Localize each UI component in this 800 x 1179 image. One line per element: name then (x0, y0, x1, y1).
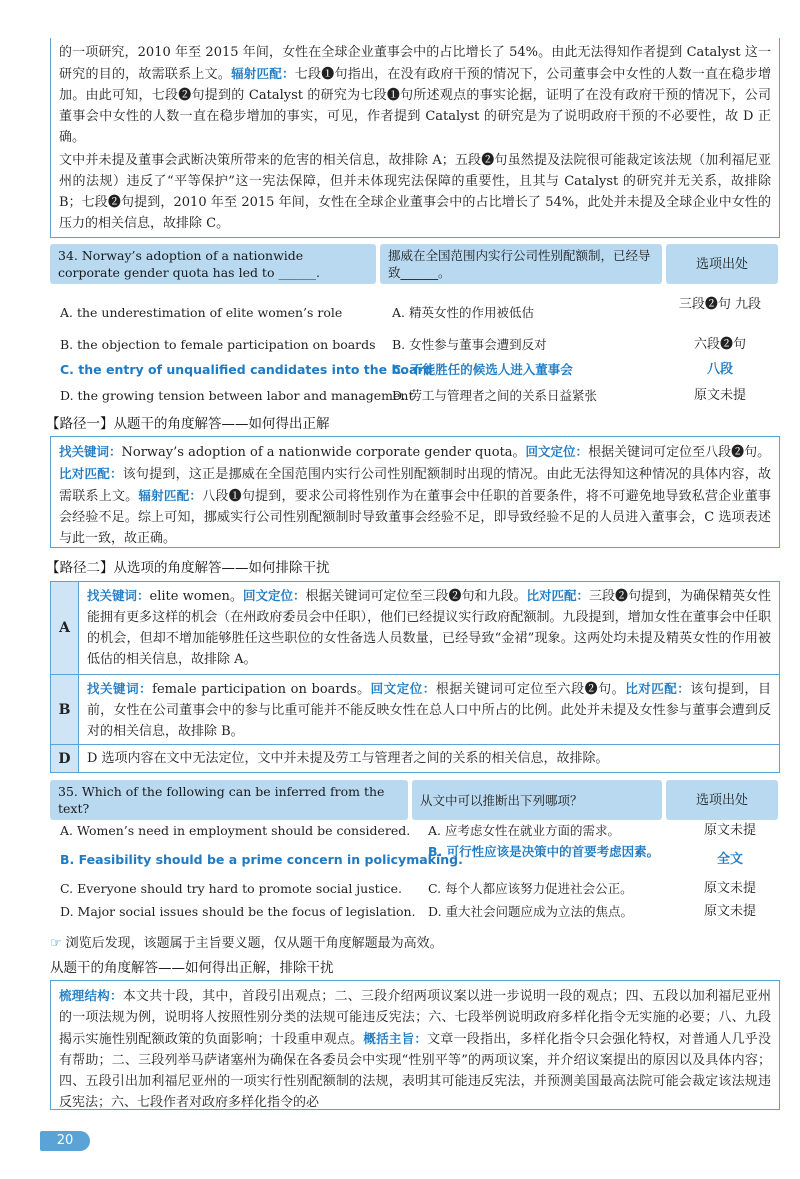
q35-stem-zh-text: 从文中可以推断出下列哪项？ (420, 792, 583, 808)
q35-option-c-en: C. Everyone should try hard to promote social justice. (60, 881, 403, 896)
row-b-label: B (51, 675, 79, 744)
q35-note-text: 浏览后发现，该题属于主旨要义题，仅从题干角度解题最为高效。 (65, 936, 443, 951)
q34-option-a-zh: A. 精英女性的作用被低估 (392, 305, 534, 320)
q35-option-b-en: B. Feasibility should be a prime concern in policymaking. (60, 852, 463, 867)
path-two-row-d (51, 744, 779, 772)
q35-option-a-zh: A. 应考虑女性在就业方面的需求。 (428, 823, 620, 838)
top-paragraph-1 (59, 42, 771, 148)
q34-option-c-zh: C. 不能胜任的候选人进入董事会 (392, 362, 573, 377)
path-one-d: 八段❶句提到，要求公司将性别作为在董事会中任职的首要条件，将不可避免地导致私营企业董事会经验不足。综上可知，挪威实行公司性别配额制时导致董事会经验不足，即导致经验不足的人员进入董事会，C 选项表述与此一致，故正确。 (59, 489, 771, 546)
q34-stem-en (50, 244, 376, 284)
path-one-box (50, 436, 780, 548)
row-a-content (79, 582, 779, 674)
row-b-t2: 根据关键词可定位至六段❷句。 (435, 682, 626, 697)
q34-option-b-src: 六段❷句 (693, 337, 746, 352)
q34-stem-en-text: 34. Norway’s adoption of a nationwide corporate gender quota has led to ______. (58, 248, 320, 280)
top-explanation-box (50, 38, 780, 238)
q34-option-a-src: 三段❷句 九段 (678, 297, 762, 312)
structure-t2: 文章一段指出，多样化指令只会强化特权，对普通人几乎没有帮助；二、三段列举马萨诸塞州为确保在各委员会中实现“性别平等”的两项议案，并介绍议案提出的原因以及具体内容；四、五段引出加利福尼亚州的一项实行性别配额制的法规，表明其可能违反宪法，并预测美国最高法院可能会裁定该法规违反宪法；六、七段作者对政府多样化指令的必 (59, 1032, 771, 1110)
label-radiation-match: 辐射匹配： (231, 66, 295, 81)
q35-source-header-text: 选项出处 (695, 792, 748, 808)
label-main-idea: 概括主旨： (363, 1031, 428, 1046)
q34-option-c-src: 八段 (706, 362, 733, 377)
q35-source-header (666, 780, 778, 820)
q35-stem-zh (412, 780, 662, 820)
structure-box (50, 980, 780, 1110)
path-two-heading: 【路径二】从选项的角度解答——如何排除干扰 (46, 560, 330, 576)
label-compare-match: 比对匹配： (59, 466, 123, 481)
row-a-t3: 三段❷句提到，为确保精英女性能拥有更多这样的机会（在州政府委员会中任职），他们已经提议实行政府配额制。九段提到，增加女性在董事会中任职的机会，但却不增加能够胜任这些职位的女性备选人员数量，已经导致“金裙”现象。这两处均未提及精英女性的作用被低估的相关信息，故排除 A。 (87, 589, 771, 667)
row-a-compare: 比对匹配： (526, 588, 589, 603)
q35-option-a-en: A. Women’s need in employment should be considered. (60, 823, 411, 838)
row-a-locate: 回文定位： (242, 588, 306, 603)
row-d-label: D (51, 745, 79, 772)
row-b-find-keyword: 找关键词： (87, 681, 153, 696)
row-a-label: A (51, 582, 79, 674)
top-p1-a: 的一项研究，2010 年至 2015 年间，女性在全球企业董事会中的占比增长了 54%。由此无法得知作者提到 Catalyst 这一研究的目的，故需联系上文。 (59, 45, 771, 82)
row-a-find-keyword: 找关键词： (87, 588, 150, 603)
path-one-b: 根据关键词可定位至八段❷句。 (588, 445, 771, 460)
path-two-row-b (51, 674, 779, 744)
structure-text (59, 985, 771, 1113)
structure-t1: 本文共十段，其中，首段引出观点；二、三段介绍两项议案以进一步说明一段的观点；四、五段以加利福尼亚州的一项法规为例，说明将人按照性别分类的法规可能违反宪法；六、七段举例说明政府多样化指令无实施的必要；八、九段揭示实施性别配额政策的负面影响；十段重申观点。 (59, 989, 771, 1047)
path-one-c: 该句提到，这正是挪威在全国范围内实行公司性别配额制时出现的情况。由此无法得知这种情况的具体内容，故需联系上文。 (59, 467, 771, 504)
row-a-t1: elite women。 (149, 589, 243, 604)
label-locate: 回文定位： (525, 444, 589, 459)
q34-option-a-en: A. the underestimation of elite women’s role (60, 305, 343, 320)
row-b-locate: 回文定位： (370, 681, 436, 696)
q35-option-d-en: D. Major social issues should be the focus of legislation. (60, 904, 416, 919)
row-b-t1: female participation on boards。 (152, 682, 371, 697)
q34-option-d-src: 原文未提 (693, 388, 746, 403)
path-one-text (59, 441, 771, 549)
q34-header (50, 244, 780, 284)
q35-option-c-src: 原文未提 (703, 881, 756, 896)
q34-stem-zh-text: 挪威在全国范围内实行公司性别配额制，已经导致______。 (388, 248, 651, 280)
label-radiation-match-2: 辐射匹配： (138, 488, 203, 503)
page-number: 20 (40, 1131, 90, 1151)
q35-option-d-src: 原文未提 (703, 904, 756, 919)
q34-option-d-en: D. the growing tension between labor and management (60, 388, 414, 403)
q35-option-c-zh: C. 每个人都应该努力促进社会公正。 (428, 881, 633, 896)
row-b-t3: 该句提到，目前，女性在公司董事会中的参与比重可能并不能反映女性在总人口中所占的比例。此处并未提及女性参与董事会遭到反对的相关信息，故排除 B。 (87, 682, 771, 739)
row-d-content: D 选项内容在文中无法定位，文中并未提及劳工与管理者之间的关系的相关信息，故排除。 (87, 751, 609, 766)
q34-option-c-en: C. the entry of unqualified candidates into the board (60, 362, 433, 377)
row-a-t2: 根据关键词可定位至三段❷句和九段。 (305, 589, 527, 604)
q35-section-heading: 从题干的角度解答——如何得出正解，排除干扰 (50, 960, 334, 976)
q35-stem-en-text: 35. Which of the following can be inferred from the text? (58, 784, 385, 816)
path-one-a: Norway’s adoption of a nationwide corporate gender quota。 (121, 445, 526, 460)
q35-option-b-src: 全文 (716, 852, 743, 867)
top-p1-b: 七段❶句指出，在没有政府干预的情况下，公司董事会中女性的人数一直在稳步增加。由此可知，七段❷句提到的 Catalyst 的研究为七段❶句所述观点的事实论据，证明了在没有政府干预的情况下，公司董事会中女性的人数一直在稳步增加的事实，可见，作者提到 Catalyst 的研究是为了说明政府干预的不必要性，故 D 正确。 (59, 67, 771, 145)
q34-source-header-text: 选项出处 (695, 256, 748, 272)
label-structure: 梳理结构： (59, 988, 123, 1003)
pointing-hand-icon: ☞ (50, 936, 62, 951)
top-paragraph-2: 文中并未提及董事会武断决策所带来的危害的相关信息，故排除 A；五段❷句虽然提及法院很可能裁定该法规（加利福尼亚州的法规）违反了“平等保护”这一宪法保障，但并未体现宪法保障的重要性，且其与 Catalyst 的研究并无关系，故排除 B；七段❷句提到，2010 年至 2015 年间，女性在全球企业董事会中的占比增长了 54%，此处并未提及全球企业中女性的压力的相关信息，故排除 C。 (59, 153, 771, 231)
path-two-row-a (51, 582, 779, 674)
q34-option-b-zh: B. 女性参与董事会遭到反对 (392, 337, 547, 352)
row-b-compare: 比对匹配： (625, 681, 691, 696)
q35-option-d-zh: D. 重大社会问题应成为立法的焦点。 (428, 904, 634, 919)
q35-option-a-src: 原文未提 (703, 823, 756, 838)
q34-stem-zh (380, 244, 662, 284)
q34-option-d-zh: D. 劳工与管理者之间的关系日益紧张 (392, 388, 598, 403)
q35-option-b-zh: B. 可行性应该是决策中的首要考虑因素。 (428, 844, 660, 859)
row-b-content (79, 675, 779, 744)
q34-option-b-en: B. the objection to female participation on boards (60, 337, 376, 352)
q35-stem-en (50, 780, 408, 820)
label-find-keyword: 找关键词： (59, 444, 122, 459)
path-one-heading: 【路径一】从题干的角度解答——如何得出正解 (46, 416, 330, 432)
q35-header (50, 780, 780, 820)
path-two-table (50, 581, 780, 773)
q34-source-header (666, 244, 778, 284)
q35-note (50, 932, 443, 951)
